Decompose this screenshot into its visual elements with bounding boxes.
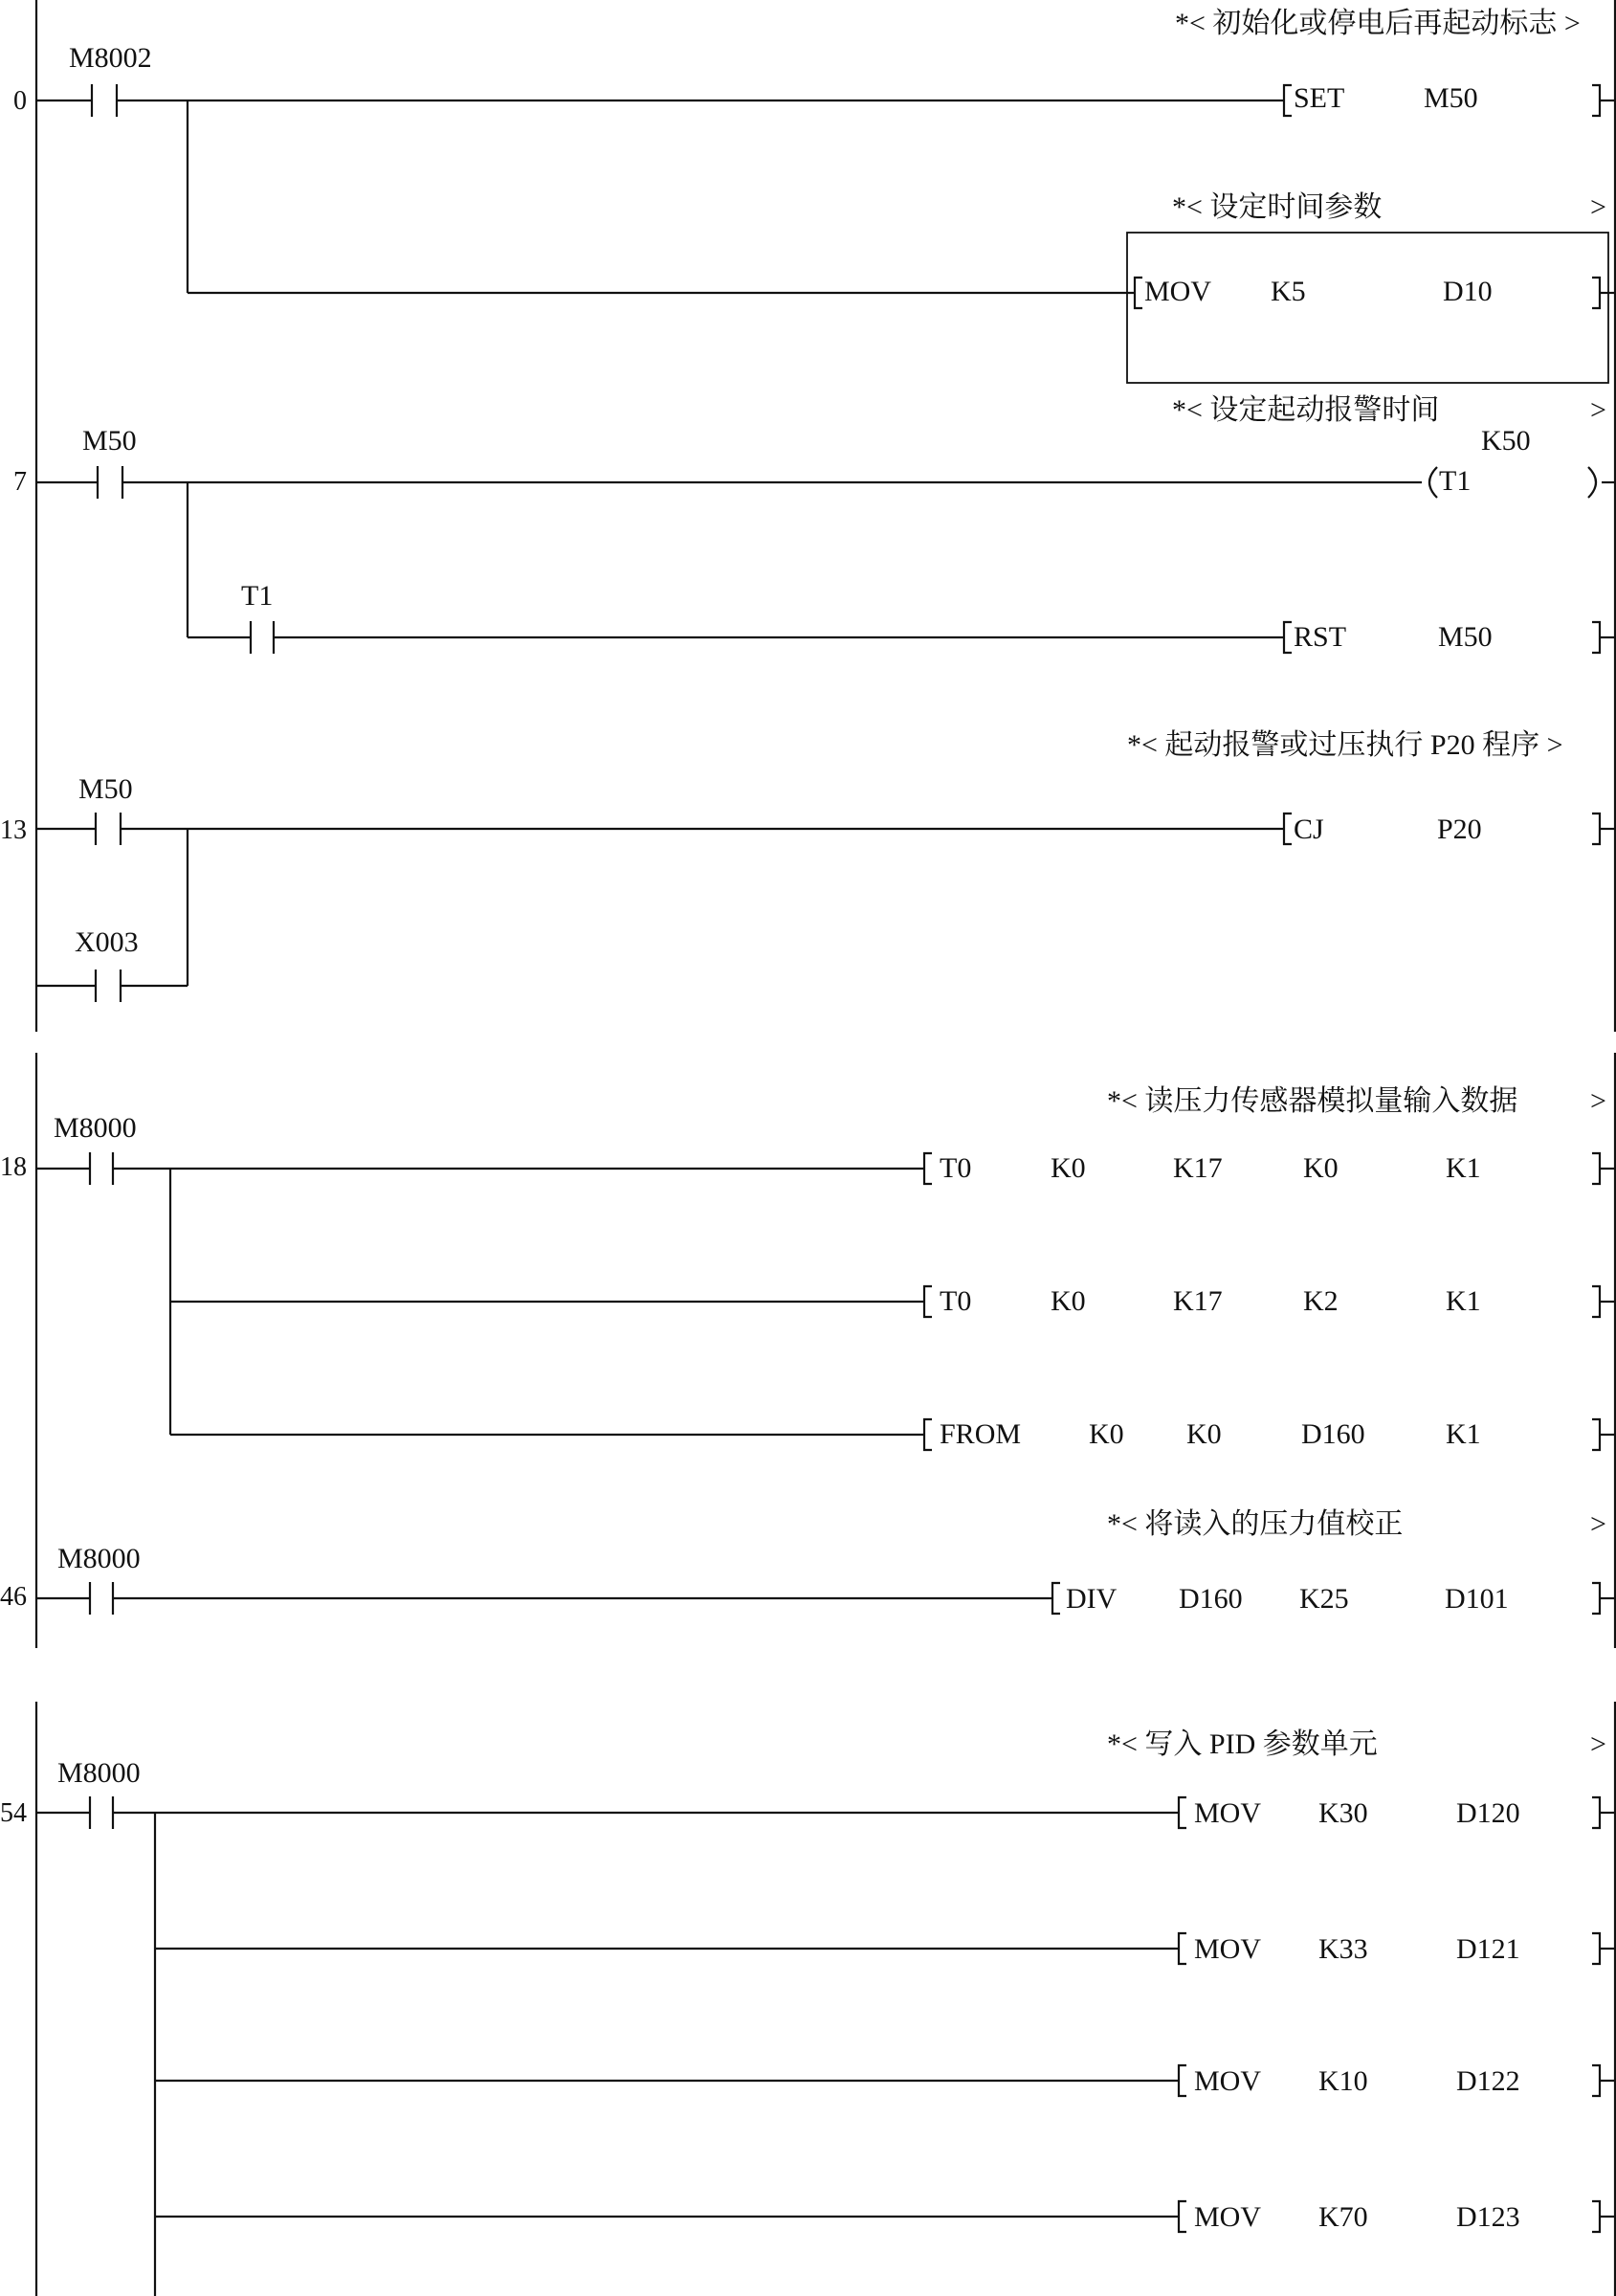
svg-text:>: >	[1590, 394, 1606, 426]
svg-text:K33: K33	[1318, 1933, 1368, 1965]
comment-jump: *< 起动报警或过压执行 P20 程序 >	[1127, 729, 1563, 761]
from-instruction	[920, 1418, 1615, 1450]
svg-text:CJ: CJ	[1294, 814, 1324, 845]
svg-text:D160: D160	[1179, 1583, 1243, 1615]
svg-text:K0: K0	[1186, 1418, 1222, 1450]
contact-m50	[36, 466, 122, 499]
step-number-0: 0	[13, 86, 27, 116]
svg-text:K10: K10	[1318, 2065, 1368, 2097]
svg-text:D101: D101	[1445, 1583, 1509, 1615]
svg-text:MOV: MOV	[1194, 1933, 1262, 1965]
mov-instruction-3	[1175, 2065, 1615, 2097]
step-number-18: 18	[0, 1152, 27, 1182]
svg-text:K70: K70	[1318, 2201, 1368, 2233]
timer-constant: K50	[1481, 425, 1531, 457]
comment-alarm-time: *< 设定起动报警时间	[1172, 394, 1440, 426]
svg-text:>: >	[1590, 191, 1606, 223]
svg-text:M50: M50	[1438, 621, 1493, 653]
section-2	[0, 1053, 1615, 1648]
contact-x003	[36, 970, 121, 1002]
contact-label-t1: T1	[241, 580, 274, 612]
svg-text:D10: D10	[1443, 276, 1493, 307]
svg-text:K1: K1	[1446, 1418, 1481, 1450]
svg-text:M50: M50	[1424, 82, 1478, 114]
step-number-7: 7	[13, 467, 27, 497]
contact-m8000-c	[36, 1796, 113, 1829]
contact-m50-b	[36, 813, 121, 845]
contact-m8000-b	[36, 1582, 113, 1615]
svg-text:K2: K2	[1303, 1285, 1339, 1317]
comment-time-param: *< 设定时间参数	[1172, 191, 1383, 223]
svg-text:D121: D121	[1456, 1933, 1520, 1965]
to-instruction-1	[920, 1152, 1615, 1184]
step-number-13: 13	[0, 815, 27, 845]
step-number-46: 46	[0, 1582, 27, 1612]
comment-init: *< 初始化或停电后再起动标志 >	[1175, 8, 1581, 39]
svg-text:DIV: DIV	[1066, 1583, 1118, 1615]
svg-text:K0: K0	[1303, 1152, 1339, 1184]
section-1	[0, 0, 1615, 1032]
svg-text:T1: T1	[1439, 465, 1472, 497]
div-instruction	[1049, 1583, 1615, 1615]
svg-text:K5: K5	[1271, 276, 1306, 307]
contact-label-m50: M50	[82, 425, 137, 457]
svg-text:MOV: MOV	[1194, 2201, 1262, 2233]
svg-text:K0: K0	[1051, 1152, 1086, 1184]
svg-text:K0: K0	[1051, 1285, 1086, 1317]
comment-read-sensor: *< 读压力传感器模拟量输入数据	[1107, 1085, 1518, 1117]
contact-m8002	[36, 84, 117, 117]
contact-label-x003: X003	[75, 926, 139, 958]
svg-text:K17: K17	[1173, 1285, 1223, 1317]
svg-text:K30: K30	[1318, 1797, 1368, 1829]
contact-label-m50-b: M50	[78, 773, 133, 805]
comment-pid-params: *< 写入 PID 参数单元	[1107, 1728, 1378, 1760]
svg-text:RST: RST	[1294, 621, 1347, 653]
svg-text:MOV: MOV	[1194, 1797, 1262, 1829]
svg-text:K0: K0	[1089, 1418, 1124, 1450]
svg-text:P20: P20	[1437, 814, 1482, 845]
rst-instruction	[1280, 621, 1615, 653]
highlight-box	[1127, 233, 1608, 383]
svg-text:SET: SET	[1294, 82, 1345, 114]
svg-text:MOV: MOV	[1144, 276, 1212, 307]
mov-instruction-1	[1175, 1797, 1615, 1829]
svg-text:D160: D160	[1301, 1418, 1365, 1450]
svg-text:K25: K25	[1299, 1583, 1349, 1615]
contact-label-m8000-c: M8000	[57, 1757, 141, 1789]
svg-text:FROM: FROM	[940, 1418, 1022, 1450]
mov-instruction-4	[1175, 2201, 1615, 2233]
svg-text:D123: D123	[1456, 2201, 1520, 2233]
svg-text:K1: K1	[1446, 1285, 1481, 1317]
mov-instruction-2	[1175, 1933, 1615, 1965]
contact-label-m8000: M8000	[54, 1112, 137, 1144]
svg-text:T0: T0	[940, 1152, 972, 1184]
cj-instruction	[1280, 814, 1615, 845]
svg-text:>: >	[1590, 1508, 1606, 1540]
contact-t1	[188, 621, 274, 654]
svg-text:MOV: MOV	[1194, 2065, 1262, 2097]
svg-text:K1: K1	[1446, 1152, 1481, 1184]
contact-label-m8000-b: M8000	[57, 1543, 141, 1574]
comment-calibrate: *< 将读入的压力值校正	[1107, 1508, 1404, 1540]
to-instruction-2	[920, 1285, 1615, 1317]
set-instruction	[1280, 82, 1615, 116]
svg-text:T0: T0	[940, 1285, 972, 1317]
coil-t1	[1429, 465, 1615, 498]
svg-text:D122: D122	[1456, 2065, 1520, 2097]
section-3	[0, 1702, 1615, 2296]
svg-text:D120: D120	[1456, 1797, 1520, 1829]
svg-text:K17: K17	[1173, 1152, 1223, 1184]
svg-text:>: >	[1590, 1085, 1606, 1117]
svg-text:>: >	[1590, 1728, 1606, 1760]
contact-label-m8002: M8002	[69, 42, 152, 74]
contact-m8000	[36, 1152, 113, 1185]
step-number-54: 54	[0, 1798, 27, 1828]
mov-k5-d10-instruction	[1133, 276, 1615, 308]
